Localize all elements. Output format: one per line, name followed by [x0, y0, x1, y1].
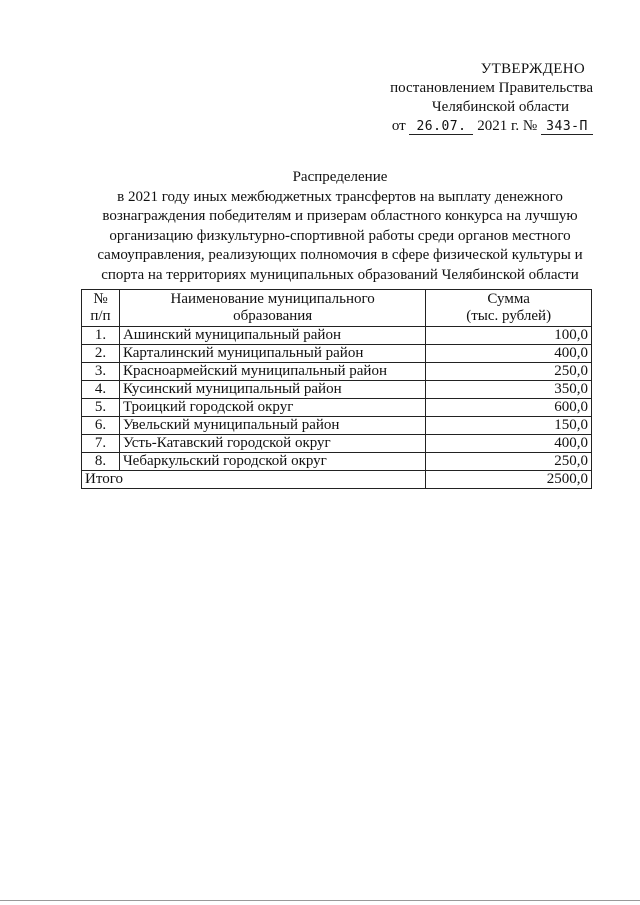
row-name: Ашинский муниципальный район — [119, 327, 425, 345]
row-sum: 350,0 — [426, 381, 592, 399]
title-line-4: самоуправления, реализующих полномочия в сфере физической культуры и — [97, 247, 583, 263]
table-total-row — [82, 471, 592, 489]
row-name: Карталинский муниципальный район — [119, 345, 425, 363]
total-label: Итого — [82, 471, 426, 489]
header-sum-line-2: (тыс. рублей) — [466, 308, 552, 324]
table-row — [82, 435, 592, 453]
approval-line-2-text: Челябинской области — [431, 99, 569, 115]
approval-heading: УТВЕРЖДЕНО — [480, 61, 585, 77]
title-line-1: в 2021 году иных межбюджетных трансфертов на выплату денежного — [117, 188, 563, 205]
approval-block — [383, 60, 593, 136]
table-row — [82, 363, 592, 381]
table-row — [82, 327, 592, 345]
header-name — [119, 290, 425, 327]
row-name: Чебаркульский городской округ — [119, 453, 425, 471]
title-line-2: вознаграждения победителям и призерам областного конкурса на лучшую — [102, 208, 578, 224]
row-sum: 250,0 — [426, 453, 592, 471]
row-name: Увельский муниципальный район — [119, 417, 425, 435]
document-title-block — [84, 168, 596, 285]
header-sum-line-1: Сумма — [487, 291, 530, 307]
year-text: 2021 г. № — [477, 118, 538, 134]
header-sum — [426, 290, 592, 327]
header-name-line-1: Наименование муниципального — [170, 291, 375, 307]
row-number: 4. — [82, 381, 120, 399]
document-title: Распределение — [292, 169, 388, 185]
header-number-line-1: № — [93, 291, 108, 307]
table-row — [82, 399, 592, 417]
row-number: 6. — [82, 417, 120, 435]
handwritten-date: 26.07. — [409, 119, 473, 135]
row-number: 2. — [82, 345, 120, 363]
approval-line-2 — [383, 98, 593, 117]
date-prefix: от — [391, 118, 406, 134]
page-bottom-edge — [0, 900, 640, 901]
row-number: 8. — [82, 453, 120, 471]
row-name: Усть-Катавский городской округ — [119, 435, 425, 453]
table-row — [82, 381, 592, 399]
row-sum: 600,0 — [426, 399, 592, 417]
table-row — [82, 453, 592, 471]
row-sum: 250,0 — [426, 363, 592, 381]
table-row — [82, 345, 592, 363]
title-line-3: организацию физкультурно-спортивной работы среди органов местного — [109, 227, 571, 244]
row-sum: 150,0 — [426, 417, 592, 435]
header-number — [82, 290, 120, 327]
row-name: Троицкий городской округ — [119, 399, 425, 417]
row-number: 5. — [82, 399, 120, 417]
distribution-table — [81, 289, 592, 489]
title-line-5: спорта на территориях муниципальных образований Челябинской области — [101, 266, 579, 283]
approval-line-1: постановлением Правительства — [390, 80, 593, 96]
total-sum: 2500,0 — [426, 471, 592, 489]
row-sum: 100,0 — [426, 327, 592, 345]
table-row — [82, 417, 592, 435]
row-number: 3. — [82, 363, 120, 381]
row-name: Кусинский муниципальный район — [119, 381, 425, 399]
row-number: 1. — [82, 327, 120, 345]
handwritten-number: 343-П — [541, 119, 593, 135]
approval-date-line — [383, 117, 593, 136]
row-sum: 400,0 — [426, 345, 592, 363]
row-number: 7. — [82, 435, 120, 453]
header-number-line-2: п/п — [90, 308, 111, 324]
table-header-row — [82, 290, 592, 327]
row-sum: 400,0 — [426, 435, 592, 453]
row-name: Красноармейский муниципальный район — [119, 363, 425, 381]
header-name-line-2: образования — [233, 308, 313, 324]
